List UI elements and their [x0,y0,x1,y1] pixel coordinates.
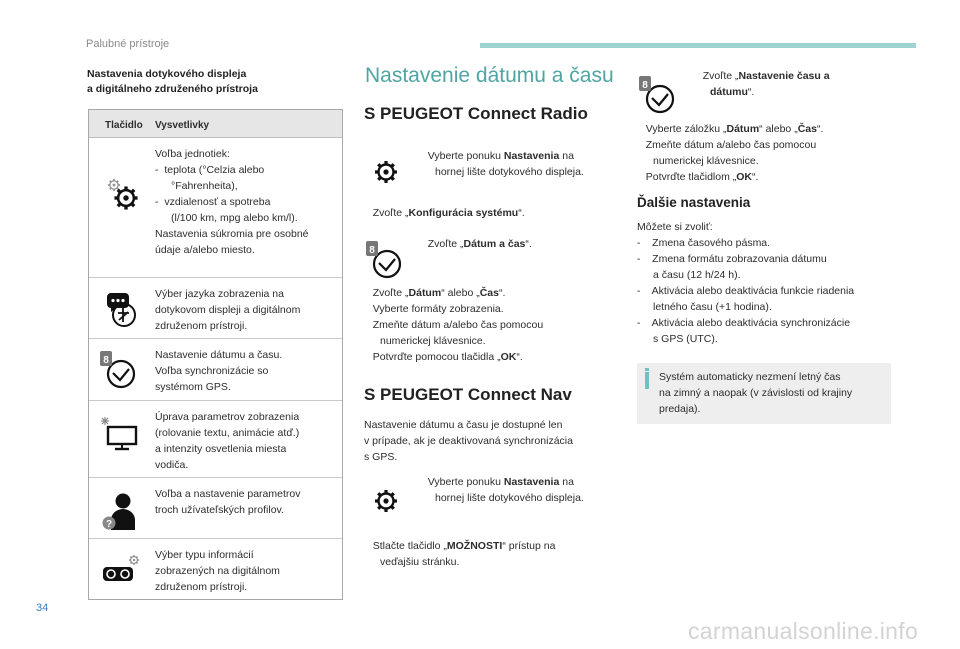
table-row [89,478,342,539]
table-row [89,339,342,401]
table-title: Nastavenia dotykového displeja a digitálneho združeného prístroja [87,68,258,95]
header-divider [480,43,916,48]
table-row [89,401,342,478]
row-text: Výber typu informácií zobrazených na digitálnom združenom prístroji. [155,549,280,593]
page-number: 34 [36,602,49,614]
svg-text:?: ? [105,519,113,530]
display-brightness-icon [99,413,143,457]
nav-intro: Nastavenie dátumu a času je dostupné len v prípade, ak je deaktivovaná synchronizácia s GPS. [364,419,573,463]
user-profile-icon [99,490,143,534]
row-text: Voľba a nastavenie parametrov troch užívateľských profilov. [155,488,301,516]
radio-step-2: Zvoľte „Konfigurácia systému“. [372,207,525,219]
radio-title: S PEUGEOT Connect Radio [364,104,588,123]
language-icon [99,287,143,331]
radio-steps-4-7: Zvoľte „Dátum“ alebo „Čas“. Vyberte formáty zobrazenia. Zmeňte dátum a/alebo čas pomocou numerickej klávesnice. Potvrďte pomocou tlačidla „OK“. [372,287,544,363]
settings-table [88,109,343,600]
table-row [89,138,342,278]
gears-icon [99,172,143,216]
row-text: Úprava parametrov zobrazenia (rolovanie textu, animácie atď.) a intenzity osvetlenia miesta vodiča. [155,411,300,471]
right-steps-2-4: Vyberte záložku „Dátum“ alebo „Čas“. Zmeňte dátum a/alebo čas pomocou numerickej klávesnice. Potvrďte tlačidlom „OK“. [645,123,824,183]
table-header [89,110,342,138]
nav-title: S PEUGEOT Connect Nav [364,385,572,404]
settings-gear-icon [365,479,409,523]
info-icon [645,368,649,371]
section-title: Palubné prístroje [86,38,170,50]
row-text: Výber jazyka zobrazenia na dotykovom displeji a digitálnom združenom prístroji. [155,288,301,332]
row-text: Nastavenie dátumu a času. Voľba synchronizácie so systémom GPS. [155,349,283,393]
table-row [89,278,342,339]
main-title: Nastavenie dátumu a času [365,64,614,87]
col-button: Tlačidlo [105,120,143,131]
settings-gear-icon [365,150,409,194]
date-clock-icon [99,349,143,393]
nav-step-1: Vyberte ponuku Nastavenia na hornej lište dotykového displeja. [427,476,584,504]
more-settings-list: Môžete si zvoliť: - Zmena časového pásma. - Zmena formátu zobrazovania dátumu a času (12 h/24 h). - Aktivácia alebo deaktivácia funkcie riadenia letného času (+1 hodina). - Aktivácia alebo deaktivácia synchronizácie s GPS (UTC). [637,221,855,345]
table-row [89,539,342,599]
row-text: Voľba jednotiek: - teplota (°Celzia alebo °Fahrenheita), - vzdialenosť a spotreba (l/100 km, mpg alebo km/l). Nastavenia súkromia pre osobné údaje a/alebo miesto. [155,148,309,256]
radio-step-1: Vyberte ponuku Nastavenia na hornej lište dotykového displeja. [427,150,584,178]
nav-step-2: Stlačte tlačidlo „MOŽNOSTI“ prístup na veďajšiu stránku. [372,540,556,568]
col-explanations: Vysvetlivky [155,120,210,131]
date-clock-icon [365,239,409,283]
right-step-1: Zvoľte „Nastavenie času a dátumu“. [702,70,830,98]
info-icon-bar [645,372,649,389]
svg-text:8: 8 [642,80,648,91]
watermark: carmanualsonline.info [688,618,919,644]
more-settings-title: Ďalšie nastavenia [637,195,751,210]
note-text: Systém automaticky nezmení letný čas na zimný a naopak (v závislosti od krajiny predaja). [659,371,853,415]
svg-text:8: 8 [103,355,109,366]
radio-step-3: Zvoľte „Dátum a čas“. [427,238,532,250]
info-note [637,363,891,424]
date-clock-icon [638,74,682,118]
instrument-panel-icon [99,549,143,593]
svg-text:8: 8 [369,245,375,256]
